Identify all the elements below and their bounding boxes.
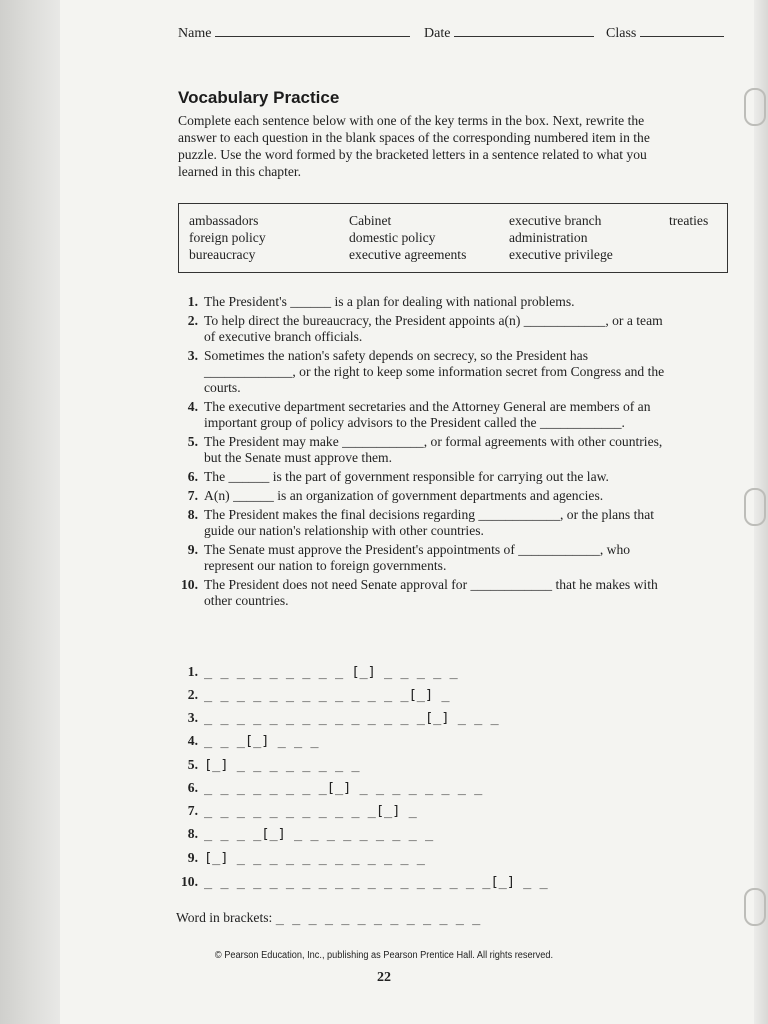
puzzle-number: 3.: [187, 710, 198, 725]
question-text: The executive department secretaries and the Attorney General are members of an important group of policy advisors to the President called the ____________.: [204, 399, 651, 430]
question-item[interactable]: [176, 488, 666, 504]
question-list: [176, 294, 666, 612]
puzzle-blanks[interactable]: _ _ _ _ _ _ _ _[_] _ _ _ _ _ _ _ _: [204, 780, 483, 796]
terms-column-1: [189, 212, 266, 263]
puzzle-number: 8.: [187, 826, 198, 841]
term: executive privilege: [509, 247, 613, 262]
question-item[interactable]: [176, 313, 666, 345]
puzzle-blanks[interactable]: _ _ _ _ _ _ _ _ _ _ _ _ _[_] _: [204, 687, 450, 703]
question-number: 10.: [181, 577, 198, 592]
instructions-text: Complete each sentence below with one of the key terms in the box. Next, rewrite the answer to each question in the blank spaces of the corresponding numbered item in the puzzle. Use the word formed by the bracketed letters in a sentence related to what you learned in this chapter.: [178, 113, 650, 179]
name-field[interactable]: [178, 24, 410, 42]
term: Cabinet: [349, 213, 392, 228]
question-item[interactable]: [176, 542, 666, 574]
term: executive agreements: [349, 247, 467, 262]
puzzle-number: 4.: [187, 733, 198, 748]
puzzle-number: 2.: [187, 687, 198, 702]
class-label: Class: [606, 26, 637, 41]
question-item[interactable]: [176, 507, 666, 539]
term: executive branch: [509, 213, 602, 228]
question-item[interactable]: [176, 434, 666, 466]
puzzle-blanks[interactable]: _ _ _ _ _ _ _ _ _ _ _ _ _ _ _ _ _ _[_] _ _: [204, 874, 548, 890]
puzzle-number: 6.: [187, 780, 198, 795]
puzzle-blanks[interactable]: _ _ _ _ _ _ _ _ _ _ _[_] _: [204, 803, 417, 819]
question-item[interactable]: [176, 577, 666, 609]
terms-column-2: [349, 212, 466, 263]
puzzle-number: 5.: [187, 757, 198, 772]
page-title: Vocabulary Practice: [178, 88, 340, 107]
question-number: 2.: [187, 313, 198, 328]
word-in-brackets[interactable]: [176, 910, 480, 926]
question-text: The President may make ____________, or formal agreements with other countries, but the Senate must approve them.: [204, 434, 663, 465]
question-item[interactable]: [176, 399, 666, 431]
puzzle-blanks[interactable]: [_] _ _ _ _ _ _ _ _ _ _ _ _: [204, 850, 425, 866]
name-label: Name: [178, 26, 212, 41]
binder-ring-icon: [744, 488, 766, 526]
terms-column-4: [669, 212, 708, 229]
term: treaties: [669, 213, 709, 228]
binder-ring-icon: [744, 88, 766, 126]
question-number: 8.: [187, 507, 198, 522]
word-in-brackets-label: Word in brackets:: [176, 910, 273, 925]
term: administration: [509, 230, 588, 245]
word-in-brackets-blanks[interactable]: _ _ _ _ _ _ _ _ _ _ _ _ _: [275, 910, 481, 926]
date-blank[interactable]: [454, 24, 594, 37]
question-number: 1.: [187, 294, 198, 309]
question-text: The President's ______ is a plan for dealing with national problems.: [204, 294, 575, 309]
question-number: 3.: [187, 348, 198, 363]
copyright-notice: © Pearson Education, Inc., publishing as Pearson Prentice Hall. All rights reserved.: [214, 950, 554, 961]
question-number: 6.: [187, 469, 198, 484]
binder-edge: [754, 0, 768, 1024]
puzzle-number: 7.: [187, 803, 198, 818]
binder-ring-icon: [744, 888, 766, 926]
term: bureaucracy: [189, 247, 256, 262]
date-label: Date: [424, 26, 451, 41]
puzzle-number: 9.: [187, 850, 198, 865]
class-field[interactable]: [606, 24, 724, 42]
key-terms-box: [178, 203, 728, 273]
date-field[interactable]: [424, 24, 594, 42]
puzzle-number: 10.: [181, 874, 198, 889]
class-blank[interactable]: [640, 24, 724, 37]
term: foreign policy: [189, 230, 266, 245]
question-text: The Senate must approve the President's appointments of ____________, who represent our nation to foreign governments.: [204, 542, 631, 573]
question-item[interactable]: [176, 294, 666, 310]
question-text: The President makes the final decisions regarding ____________, or the plans that guide our nation's relationship with other countries.: [204, 507, 655, 538]
term: domestic policy: [349, 230, 436, 245]
puzzle-blanks[interactable]: _ _ _ _ _ _ _ _ _ _ _ _ _ _[_] _ _ _: [204, 710, 499, 726]
question-text: The ______ is the part of government responsible for carrying out the law.: [204, 469, 609, 484]
question-text: Sometimes the nation's safety depends on secrecy, so the President has _____________, or the right to keep some information secret from Congress and the courts.: [204, 348, 665, 395]
name-blank[interactable]: [215, 24, 410, 37]
term: ambassadors: [189, 213, 259, 228]
question-number: 4.: [187, 399, 198, 414]
question-text: A(n) ______ is an organization of government departments and agencies.: [204, 488, 604, 503]
terms-column-3: [509, 212, 613, 263]
question-number: 9.: [187, 542, 198, 557]
puzzle-blanks[interactable]: _ _ _[_] _ _ _: [204, 733, 319, 749]
question-text: The President does not need Senate approval for ____________ that he makes with other countries.: [204, 577, 658, 608]
puzzle-blanks[interactable]: _ _ _ _ _ _ _ _ _ [_] _ _ _ _ _: [204, 664, 458, 680]
question-number: 7.: [187, 488, 198, 503]
question-text: To help direct the bureaucracy, the President appoints a(n) ____________, or a team of executive branch officials.: [204, 313, 663, 344]
puzzle-blanks[interactable]: _ _ _ _[_] _ _ _ _ _ _ _ _ _: [204, 826, 434, 842]
page-number: 22: [377, 970, 391, 985]
puzzle-number: 1.: [187, 664, 198, 679]
question-item[interactable]: [176, 348, 666, 396]
question-number: 5.: [187, 434, 198, 449]
question-item[interactable]: [176, 469, 666, 485]
puzzle-blanks[interactable]: [_] _ _ _ _ _ _ _ _: [204, 757, 360, 773]
